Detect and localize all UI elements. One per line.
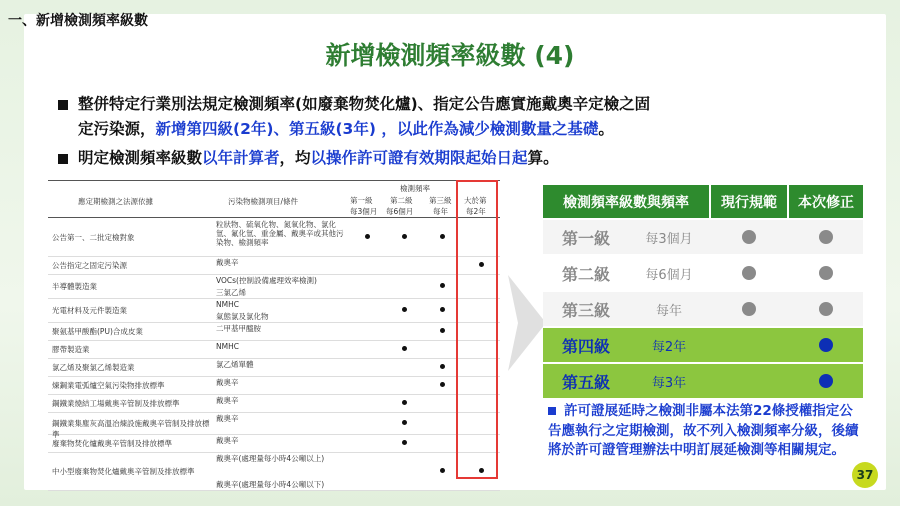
current-status-dot xyxy=(742,302,756,316)
row-item: 戴奧辛 xyxy=(216,396,239,405)
row-item: 戴奧辛 xyxy=(216,258,239,267)
row-law: 氯乙烯及聚氯乙烯製造業 xyxy=(52,363,135,372)
level-row xyxy=(543,364,863,400)
row-law: 膠帶製造業 xyxy=(52,345,90,354)
bullet-1-line2b: 新增第四級(2年)、第五級(3年) xyxy=(155,120,376,138)
frequency-dot xyxy=(402,346,407,351)
header-f3b: 每年 xyxy=(433,207,448,216)
table-row xyxy=(48,394,500,413)
row-law: 中小型廢棄物焚化爐戴奧辛管制及排放標準 xyxy=(52,467,195,476)
header-f3: 第三級 xyxy=(429,196,452,205)
bullet-1-line2d: 。 xyxy=(598,120,614,138)
bullet-2 xyxy=(58,146,559,171)
bullet-1 xyxy=(58,92,650,142)
page-number: 37 xyxy=(852,462,878,488)
header-f1b: 每3個月 xyxy=(350,207,378,216)
header-f1: 第一級 xyxy=(350,196,373,205)
row-item: NMHC xyxy=(216,342,239,351)
row-law: 鋼鐵業集塵灰高溫冶煉設施戴奧辛管制及排放標準 xyxy=(52,419,210,439)
row-law: 廢棄物焚化爐戴奧辛管制及排放標準 xyxy=(52,439,172,448)
bullet-1-line1: 整併特定行業別法規定檢測頻率(如廢棄物焚化爐)、指定公告應實施戴奧辛定檢之固 xyxy=(78,95,651,113)
frequency-dot xyxy=(440,283,445,288)
slide-title: 新增檢測頻率級數 (4) xyxy=(325,41,575,70)
highlight-box xyxy=(456,180,498,479)
table-row xyxy=(48,358,500,377)
level-label: 第五級 xyxy=(561,372,610,392)
header-f2: 第二級 xyxy=(390,196,413,205)
header-level-freq: 檢測頻率級數與頻率 xyxy=(543,185,709,218)
table-row xyxy=(48,218,500,257)
frequency-dot xyxy=(402,307,407,312)
row-law: 半導體製造業 xyxy=(52,282,97,291)
note-text: 許可證展延時之檢測非屬本法第22條授權指定公告應執行之定期檢測，故不列入檢測頻率分級，後續將於許可證管理辦法中明訂展延檢測等相關規定。 xyxy=(548,403,859,458)
level-row xyxy=(543,220,863,256)
row-law: 公告指定之固定污染源 xyxy=(52,261,127,270)
row-item: 氯乙烯單體 xyxy=(216,360,254,369)
header-law: 應定期檢測之法源依據 xyxy=(78,197,153,206)
row-item: NMHC xyxy=(216,300,239,309)
arrow-right-icon xyxy=(508,275,546,371)
frequency-dot xyxy=(402,400,407,405)
frequency-dot xyxy=(402,420,407,425)
bullet-1-line2c: ，以此作為減少檢測數量之基礎 xyxy=(375,120,599,138)
frequency-dot xyxy=(440,307,445,312)
table-row xyxy=(48,256,500,275)
level-frequency: 每3年 xyxy=(651,375,687,391)
row-item: 二甲基甲醯胺 xyxy=(216,324,261,333)
table-row xyxy=(48,322,500,341)
table-row xyxy=(48,452,500,491)
level-label: 第三級 xyxy=(561,300,610,320)
legacy-frequency-table xyxy=(48,180,500,489)
header-f4: 大於第 xyxy=(464,196,487,205)
table-row xyxy=(48,298,500,323)
row-law: 光電材料及元件製造業 xyxy=(52,306,127,315)
row-law: 公告第一、二批定檢對象 xyxy=(52,233,135,242)
level-label: 第一級 xyxy=(561,228,610,248)
row-item: 粒狀物、硫氧化物、氮氧化物、氯化氫、氟化氫、重金屬、戴奧辛或其他污染物、檢測頻率 xyxy=(216,220,344,247)
revised-status-dot xyxy=(819,266,833,280)
revised-status-dot xyxy=(819,374,833,388)
header-revised: 本次修正 xyxy=(789,185,863,218)
header-f2b: 每6個月 xyxy=(386,207,414,216)
bullet-2-b: 以年計算者 xyxy=(202,149,280,167)
bullet-2-a: 明定檢測頻率級數 xyxy=(78,149,203,167)
bullet-2-d: 以操作許可證有效期限起始日起 xyxy=(310,149,528,167)
frequency-dot xyxy=(440,382,445,387)
level-row xyxy=(543,292,863,328)
frequency-dot xyxy=(440,328,445,333)
table-row xyxy=(48,274,500,299)
header-freq: 檢測頻率 xyxy=(400,184,430,193)
row-law: 鋼鐵業燒結工場戴奧辛管制及排放標準 xyxy=(52,399,180,408)
table-row xyxy=(48,340,500,359)
bullet-1-line2a: 定污染源， xyxy=(78,120,156,138)
row-law: 煉鋼業電弧爐空氣污染物排放標準 xyxy=(52,381,165,390)
level-row xyxy=(543,256,863,292)
level-frequency: 每6個月 xyxy=(645,267,693,283)
table-row xyxy=(48,376,500,395)
row-item-2: 氣態氯及氯化物 xyxy=(216,312,269,321)
frequency-dot xyxy=(365,234,370,239)
bullet-2-c: ，均 xyxy=(279,149,311,167)
header-current: 現行規範 xyxy=(711,185,787,218)
bullet-square-icon xyxy=(58,100,68,110)
row-item-2: 戴奧辛(處理量每小時4公噸以下) xyxy=(216,480,325,489)
level-frequency: 每2年 xyxy=(651,339,687,355)
row-item: 戴奧辛 xyxy=(216,436,239,445)
note xyxy=(548,402,863,461)
frequency-dot xyxy=(440,468,445,473)
row-item: 戴奧辛 xyxy=(216,414,239,423)
level-label: 第四級 xyxy=(561,336,610,356)
table-row xyxy=(48,434,500,453)
frequency-dot xyxy=(402,234,407,239)
current-status-dot xyxy=(742,230,756,244)
level-row xyxy=(543,328,863,364)
header-f4b: 每2年 xyxy=(466,207,486,216)
row-item: 戴奧辛 xyxy=(216,378,239,387)
frequency-dot xyxy=(440,234,445,239)
table-row xyxy=(48,412,500,439)
revised-status-dot xyxy=(819,230,833,244)
row-item: VOCs(控制設備處理效率檢測) xyxy=(216,276,317,285)
section-label: 一、新增檢測頻率級數 xyxy=(8,13,148,29)
row-item: 戴奧辛(處理量每小時4公噸以上) xyxy=(216,454,325,463)
current-status-dot xyxy=(742,266,756,280)
note-square-icon xyxy=(548,407,556,415)
header-item: 污染物檢測項目/條件 xyxy=(228,197,299,206)
frequency-dot xyxy=(402,440,407,445)
level-frequency: 每年 xyxy=(655,303,682,319)
level-label: 第二級 xyxy=(561,264,610,284)
row-law: 聚氨基甲酸酯(PU)合成皮業 xyxy=(52,327,143,336)
bullet-square-icon xyxy=(58,154,68,164)
row-item-2: 三氯乙烯 xyxy=(216,288,246,297)
bullet-2-e: 算。 xyxy=(527,149,559,167)
revised-status-dot xyxy=(819,302,833,316)
frequency-dot xyxy=(440,364,445,369)
table-header xyxy=(48,181,500,218)
level-frequency: 每3個月 xyxy=(645,231,693,247)
revised-status-dot xyxy=(819,338,833,352)
